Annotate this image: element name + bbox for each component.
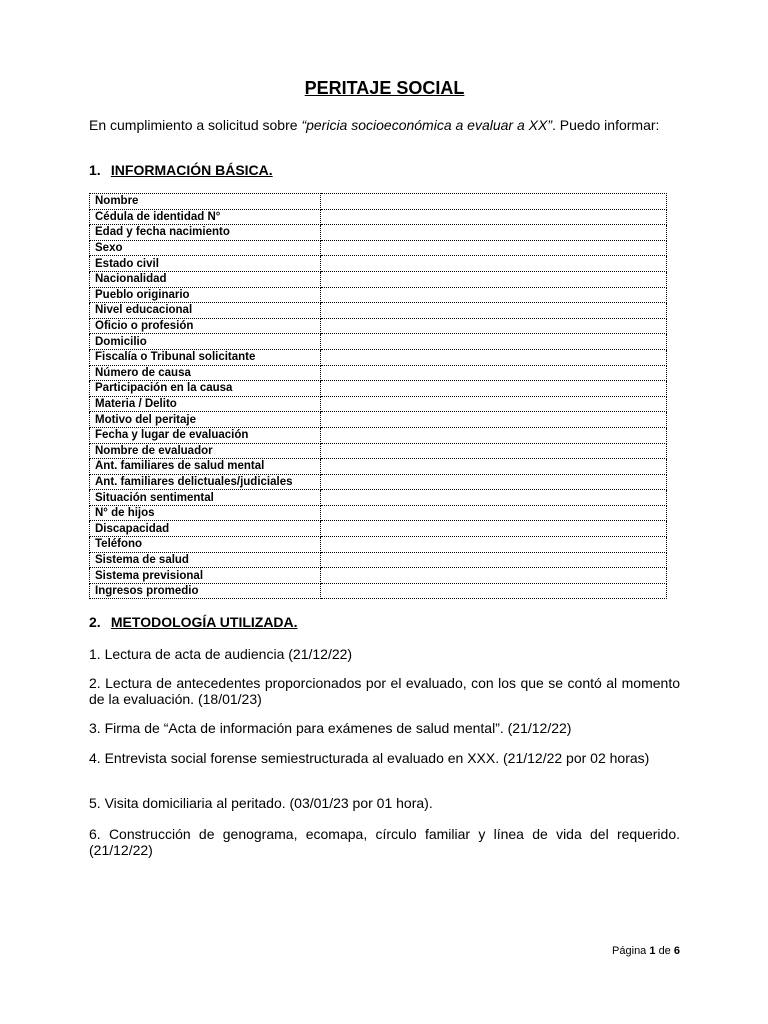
row-label: Estado civil xyxy=(90,256,321,272)
methodology-item-6: 6. Construcción de genograma, ecomapa, círculo familiar y línea de vida del requerido. (21/12/22) xyxy=(89,826,680,858)
table-row xyxy=(90,552,667,568)
row-label: Teléfono xyxy=(90,537,321,553)
section-1-title: INFORMACIÓN BÁSICA. xyxy=(110,162,273,178)
row-value xyxy=(321,334,667,350)
row-value xyxy=(321,396,667,412)
table-row xyxy=(90,225,667,241)
row-value xyxy=(321,209,667,225)
table-row xyxy=(90,505,667,521)
table-row xyxy=(90,303,667,319)
row-value xyxy=(321,568,667,584)
footer-of-word: de xyxy=(658,945,671,957)
row-value xyxy=(321,271,667,287)
row-value xyxy=(321,318,667,334)
table-row xyxy=(90,537,667,553)
row-value xyxy=(321,349,667,365)
section-2-title: METODOLOGÍA UTILIZADA. xyxy=(110,614,298,630)
row-label: Materia / Delito xyxy=(90,396,321,412)
row-value xyxy=(321,537,667,553)
page-footer xyxy=(612,945,680,957)
row-value xyxy=(321,412,667,428)
basic-info-table xyxy=(89,193,667,599)
footer-page-word: Página xyxy=(612,945,647,957)
row-label: Participación en la causa xyxy=(90,381,321,397)
row-label: Ant. familiares delictuales/judiciales xyxy=(90,474,321,490)
row-label: Pueblo originario xyxy=(90,287,321,303)
methodology-item-1: 1. Lectura de acta de audiencia (21/12/22) xyxy=(89,646,353,662)
table-row xyxy=(90,240,667,256)
table-row xyxy=(90,365,667,381)
table-row xyxy=(90,474,667,490)
row-value xyxy=(321,225,667,241)
table-row xyxy=(90,490,667,506)
row-value xyxy=(321,303,667,319)
table-row xyxy=(90,427,667,443)
row-label: Fiscalía o Tribunal solicitante xyxy=(90,349,321,365)
intro-pre: En cumplimiento a solicitud sobre xyxy=(89,117,302,133)
section-2-number: 2. xyxy=(89,614,101,630)
intro-paragraph xyxy=(89,117,680,133)
row-label: Número de causa xyxy=(90,365,321,381)
row-value xyxy=(321,521,667,537)
row-label: Oficio o profesión xyxy=(90,318,321,334)
row-label: Nacionalidad xyxy=(90,271,321,287)
table-row xyxy=(90,412,667,428)
row-value xyxy=(321,443,667,459)
table-row xyxy=(90,583,667,599)
row-label: Nombre de evaluador xyxy=(90,443,321,459)
row-label: Sistema previsional xyxy=(90,568,321,584)
row-label: Cédula de identidad N° xyxy=(90,209,321,225)
row-label: Fecha y lugar de evaluación xyxy=(90,427,321,443)
table-row xyxy=(90,287,667,303)
section-1-number: 1. xyxy=(89,162,101,178)
row-label: Nombre xyxy=(90,194,321,210)
methodology-item-3: 3. Firma de “Acta de información para exámenes de salud mental”. (21/12/22) xyxy=(89,720,572,736)
row-value xyxy=(321,490,667,506)
row-value xyxy=(321,365,667,381)
intro-italic: “pericia socioeconómica a evaluar a XX” xyxy=(301,117,553,133)
table-row xyxy=(90,459,667,475)
table-row xyxy=(90,381,667,397)
table-row xyxy=(90,256,667,272)
row-value xyxy=(321,552,667,568)
methodology-item-5: 5. Visita domiciliaria al peritado. (03/01/23 por 01 hora). xyxy=(89,795,433,811)
methodology-item-2: 2. Lectura de antecedentes proporcionados por el evaluado, con los que se contó al momento de la evaluación. (18/01/23) xyxy=(89,675,680,707)
intro-post: . Puedo informar: xyxy=(552,117,660,133)
row-label: Sistema de salud xyxy=(90,552,321,568)
row-label: Situación sentimental xyxy=(90,490,321,506)
row-label: Edad y fecha nacimiento xyxy=(90,225,321,241)
row-value xyxy=(321,459,667,475)
table-row xyxy=(90,521,667,537)
row-value xyxy=(321,194,667,210)
row-label: Domicilio xyxy=(90,334,321,350)
document-title: PERITAJE SOCIAL xyxy=(304,78,465,98)
row-value xyxy=(321,240,667,256)
row-value xyxy=(321,381,667,397)
section-1-heading xyxy=(89,162,680,178)
row-value xyxy=(321,583,667,599)
row-value xyxy=(321,474,667,490)
footer-total-pages: 6 xyxy=(673,945,680,957)
table-row xyxy=(90,568,667,584)
table-row xyxy=(90,443,667,459)
section-2-heading xyxy=(89,614,680,630)
table-row xyxy=(90,271,667,287)
table-row xyxy=(90,334,667,350)
table-row xyxy=(90,396,667,412)
table-row xyxy=(90,318,667,334)
row-value xyxy=(321,287,667,303)
row-label: Nivel educacional xyxy=(90,303,321,319)
row-label: Discapacidad xyxy=(90,521,321,537)
table-row xyxy=(90,209,667,225)
row-value xyxy=(321,505,667,521)
row-label: Ingresos promedio xyxy=(90,583,321,599)
methodology-item-4: 4. Entrevista social forense semiestructurada al evaluado en XXX. (21/12/22 por 02 horas) xyxy=(89,750,650,766)
row-value xyxy=(321,427,667,443)
table-row xyxy=(90,349,667,365)
table-row xyxy=(90,194,667,210)
footer-current-page: 1 xyxy=(649,945,656,957)
row-value xyxy=(321,256,667,272)
row-label: Ant. familiares de salud mental xyxy=(90,459,321,475)
row-label: Motivo del peritaje xyxy=(90,412,321,428)
row-label: N° de hijos xyxy=(90,505,321,521)
row-label: Sexo xyxy=(90,240,321,256)
